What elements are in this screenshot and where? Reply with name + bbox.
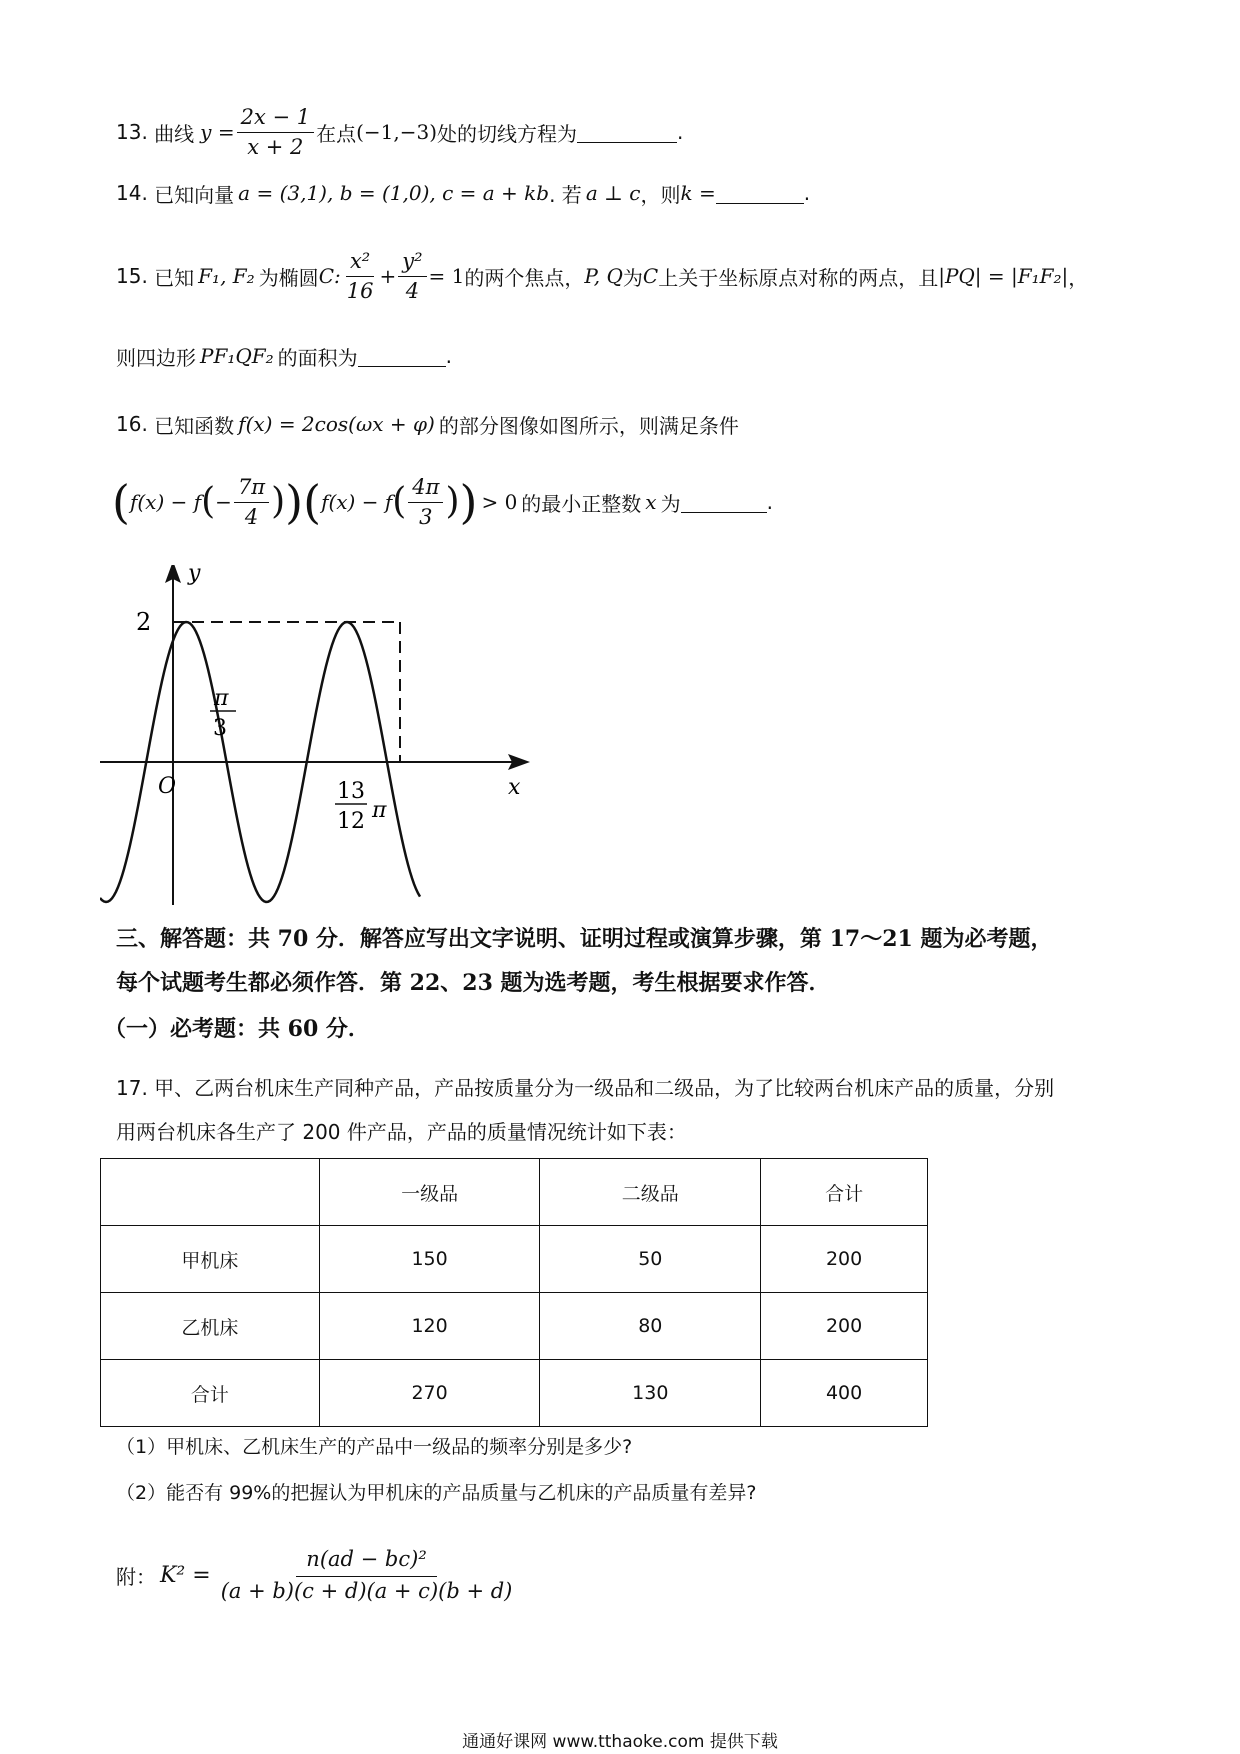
question-13: 13. 曲线 y = $\frac{2x - 1}{x + 2}$ 在点 (−1,−3) 处的切线方程为 . xyxy=(116,105,684,159)
table-header-cell: 二级品 xyxy=(540,1159,761,1226)
answer-blank[interactable] xyxy=(577,122,677,143)
peak-label-numerator: 13 xyxy=(337,779,365,804)
table-header-cell: 合计 xyxy=(761,1159,928,1226)
table-cell: 400 xyxy=(761,1360,928,1427)
peak-label-pi: π xyxy=(372,798,387,823)
answer-blank[interactable] xyxy=(358,346,446,367)
statistics-table xyxy=(100,1158,928,1427)
table-cell: 130 xyxy=(540,1360,761,1427)
y-axis-label: y xyxy=(188,565,201,586)
table-cell: 乙机床 xyxy=(101,1293,320,1360)
question-number: 13. xyxy=(116,120,148,144)
page-footer: 通通好课网 www.tthaoke.com 提供下载 xyxy=(462,1732,778,1752)
question-17-part2: （2）能否有 99%的把握认为甲机床的产品质量与乙机床的产品质量有差异? xyxy=(116,1482,757,1504)
section-heading-line1: 三、解答题：共 70 分．解答应写出文字说明、证明过程或演算步骤，第 17～21 题为必考题， xyxy=(116,926,1053,952)
zero-label-numerator: π xyxy=(214,686,229,711)
table-cell: 270 xyxy=(319,1360,540,1427)
question-17-part1: （1）甲机床、乙机床生产的产品中一级品的频率分别是多少? xyxy=(116,1436,633,1458)
question-17-line2: 用两台机床各生产了 200 件产品，产品的质量情况统计如下表： xyxy=(116,1120,687,1144)
question-17-line1: 17. 甲、乙两台机床生产同种产品，产品按质量分为一级品和二级品，为了比较两台机床产品的质量，分别 xyxy=(116,1076,1055,1100)
table-cell: 120 xyxy=(319,1293,540,1360)
question-16-condition: ( f(x) − f ( − $\frac{7\pi}{4}$ ) )( f(x) − f ( $\frac{4\pi}{3}$ ) ) > 0 的最小正整数 x 为 . xyxy=(112,475,773,529)
table-row xyxy=(101,1293,928,1360)
peak-label-denominator: 12 xyxy=(337,809,365,834)
section-heading-line2: 每个试题考生都必须作答．第 22、23 题为选考题，考生根据要求作答． xyxy=(116,970,831,996)
answer-blank[interactable] xyxy=(716,183,804,204)
table-cell: 200 xyxy=(761,1226,928,1293)
table-cell: 50 xyxy=(540,1226,761,1293)
chi-square-formula: $\frac{\text{n(ad − bc)²}}{(a + b)(c + d)(a + c)(b + d)}$ xyxy=(220,1547,513,1603)
table-header-cell: 一级品 xyxy=(319,1159,540,1226)
origin-label: O xyxy=(158,774,177,799)
formula-appendix: 附： K² = $\frac{\text{n(ad − bc)²}}{(a + b)(c + d)(a + c)(b + d)}$ xyxy=(116,1540,518,1610)
fraction: $\frac{2x - 1}{x + 2}$ xyxy=(237,105,315,158)
table-cell: 80 xyxy=(540,1293,761,1360)
table-cell: 200 xyxy=(761,1293,928,1360)
table-cell: 甲机床 xyxy=(101,1226,320,1293)
table-header-cell xyxy=(101,1159,320,1226)
x-axis-label: x xyxy=(508,775,521,800)
max-value-label: 2 xyxy=(136,608,152,636)
zero-label-denominator: 3 xyxy=(213,716,227,741)
question-14: 14. 已知向量 a = (3,1), b = (1,0), c = a + kb . 若 a ⊥ c ，则 k = . xyxy=(116,181,811,207)
table-header-row xyxy=(101,1159,928,1226)
question-15: 15. 已知 F₁, F₂ 为椭圆 C: $\frac{\text{x²}}{16}$ + $\frac{\text{y²}}{4}$ = 1 的两个焦点， P, Q 为 C 上关于坐标原点对称的两点，且 |PQ| = |F₁F₂| ， xyxy=(116,249,1089,303)
subsection-heading: （一）必考题：共 60 分． xyxy=(104,1016,370,1042)
question-16: 16. 已知函数 f(x) = 2cos(ωx + φ) 的部分图像如图所示，则满足条件 xyxy=(116,412,739,438)
function-graph xyxy=(100,565,540,915)
table-cell: 150 xyxy=(319,1226,540,1293)
table-row xyxy=(101,1226,928,1293)
table-cell: 合计 xyxy=(101,1360,320,1427)
question-15-line2: 则四边形 PF₁QF₂ 的面积为 . xyxy=(116,344,453,370)
table-row xyxy=(101,1360,928,1427)
answer-blank[interactable] xyxy=(681,492,767,513)
